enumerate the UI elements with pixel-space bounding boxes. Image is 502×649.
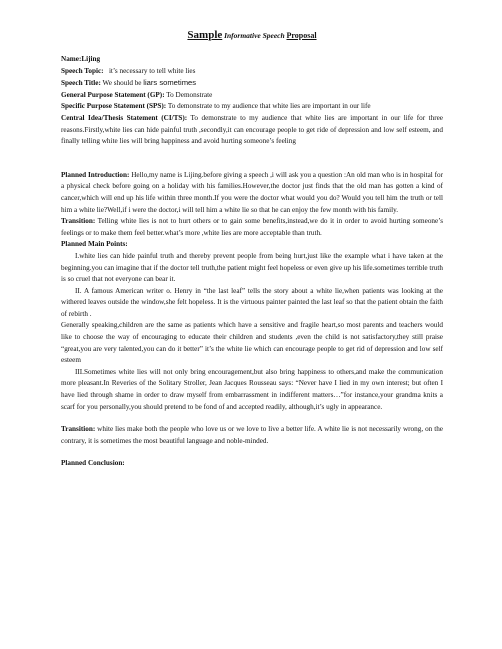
- transition-value-2: white lies make both the people who love us or we love to live a better life. A white lie is not necessarily wrong, on the contrary, it is sometimes the most beautiful language and noble-minded.: [61, 425, 443, 445]
- speech-topic-label: Speech Topic:: [61, 66, 104, 75]
- name-value: Lijing: [81, 55, 101, 63]
- title-word-sample: Sample: [187, 29, 223, 41]
- title-word-informative-speech: Informative Speech: [224, 31, 285, 40]
- name-label: Name:: [61, 55, 82, 63]
- general-purpose-line: [61, 90, 443, 102]
- main-point-2-continued: Generally speaking,children are the same as patients which have a sensitive and fragile heart,so most parents and teachers would like to choose the way of encouraging to educate their children and students ,even the child is not satisfactory,they still praise “great,you are very talented,you can do it better” it’s the white lie which can encourage people to get rid of depression and low self esteem: [61, 321, 443, 365]
- central-idea-label: Central Idea/Thesis Statement (CI/TS):: [61, 113, 188, 122]
- name-line: [61, 54, 443, 66]
- central-idea-value: To demonstrate to my audience that white lies are important in our life for three reasons.Firstly,white lies can hide painful truth ,secondly,it can encourage people to get ride of depression and low self esteem, and finally telling white lies will bring happiness and avoid hurting someone’s feeling: [61, 113, 443, 146]
- specific-purpose-value: To demonstrate to my audience that white lies are important in our life: [167, 102, 371, 111]
- planned-main-points-label: Planned Main Points:: [61, 240, 128, 249]
- speech-title-line: [61, 77, 443, 90]
- general-purpose-value: To Demonstrate: [166, 90, 213, 99]
- speech-title-value-tail: liars sometimes: [143, 78, 197, 88]
- transition-paragraph-2: [61, 424, 443, 447]
- general-purpose-label: General Purpose Statement (GP):: [61, 90, 165, 99]
- planned-introduction-value: Hello,my name is Lijing.before giving a speech ,i will ask you a question :An old man who is in hospital for a physical check before going on a holiday with his families.However,the doctor just finds that the old man has gotten a kind of cancer,which will end up his life within three month.If you were the doctor what would you do? Would you tell him the truth or tell him a white lie?Well,if i were the doctor,i will tell him a white lie so that he can enjoy the few month with his family.: [61, 170, 443, 214]
- transition-label-1: Transition:: [61, 217, 96, 226]
- planned-main-points-heading: [61, 239, 443, 251]
- spacer: [61, 148, 443, 170]
- planned-conclusion-label: Planned Conclusion:: [61, 459, 125, 468]
- planned-introduction-paragraph: [61, 170, 443, 216]
- title-word-proposal: Proposal: [286, 31, 317, 40]
- main-point-2: II. A famous American writer o. Henry in “the last leaf” tells the story about a white lie,when patients was looking at the withered leaves outside the window,she felt hopeless. It is the virtuous painter painted the last leaf so that the patient obtain the faith of rebirth .: [61, 286, 443, 318]
- speech-topic-line: [61, 66, 443, 78]
- main-point-1: I.white lies can hide painful truth and thereby prevent people from being hurt,just like the example what i have taken at the beginning.you can imagine that if the doctor tell truth,the patient might feel hopeless or even give up his life.sometimes terrible truth is so cruel that not everyone can bear it.: [61, 251, 443, 284]
- central-idea-paragraph: [61, 113, 443, 148]
- speech-title-value: We should be: [102, 79, 142, 88]
- specific-purpose-line: [61, 101, 443, 113]
- spacer: [61, 447, 443, 458]
- planned-conclusion-heading: [61, 458, 443, 470]
- planned-introduction-label: Planned Introduction:: [61, 170, 130, 179]
- transition-value-1: Telling white lies is not to hurt others or to gain some benefits,instead,we do it in order to avoid hurting someone’s feelings or to make them feel better.what’s more ,white lies are more acceptable than truth.: [61, 217, 443, 237]
- document-title: [61, 28, 443, 43]
- proposal-page: [61, 28, 443, 470]
- transition-label-2: Transition:: [61, 425, 96, 434]
- main-point-3: III.Sometimes white lies will not only bring encouragement,but also bring happiness to others,and make the communication more pleasant.In Reveries of the Solitary Stroller, Jean Jacques Rousseau says: “Never have I lied in my own interest; but often I have lied through shame in order to draw myself from embarrassment in indifferent matters…”for instance,your grandma knits a scarf for you personally,you should pretend to be fond of and accepted readily, although,it’s ugly in appearance.: [61, 367, 443, 411]
- speech-topic-value: it’s necessary to tell white lies: [108, 66, 196, 75]
- speech-title-label: Speech Title:: [61, 79, 101, 88]
- transition-paragraph-1: [61, 216, 443, 239]
- spacer: [61, 413, 443, 424]
- specific-purpose-label: Specific Purpose Statement (SPS):: [61, 102, 167, 111]
